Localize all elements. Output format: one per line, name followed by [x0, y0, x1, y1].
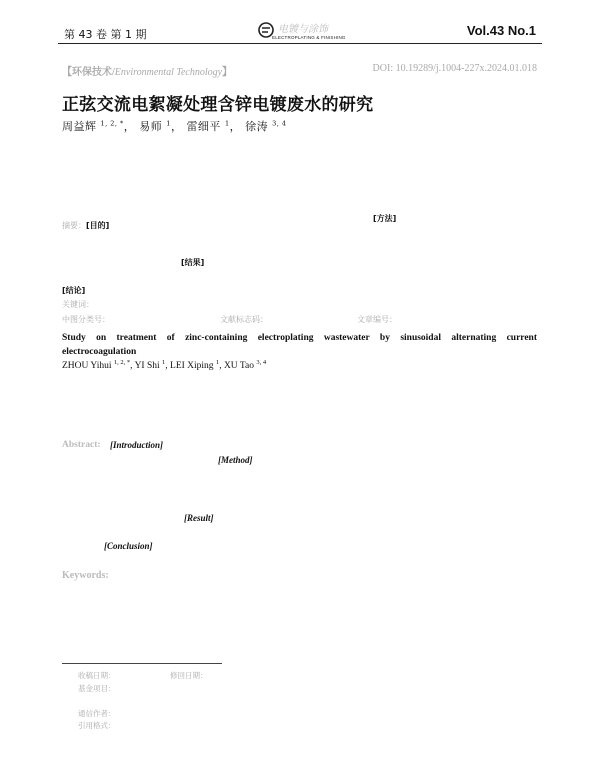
conclusion-tag: [结论]: [62, 286, 86, 295]
author-affiliation: 1: [224, 119, 230, 128]
author-separator: ,: [219, 361, 224, 371]
author-affiliation: 3, 4: [272, 119, 287, 128]
conclusion-tag-en: [Conclusion]: [104, 541, 153, 551]
citation-label: 引用格式：: [78, 721, 116, 730]
document-code-label: 文献标志码：: [220, 315, 268, 324]
corresponding-author-label: 通信作者：: [78, 709, 116, 718]
keywords-cn-label: 关键词：: [62, 300, 94, 309]
abstract-label-en: Abstract:: [62, 440, 101, 450]
author-affiliation: 1: [166, 119, 171, 128]
author-separator: ,: [130, 361, 135, 371]
revised-date-label: 修回日期：: [170, 671, 208, 680]
column-close: 】: [222, 67, 233, 78]
journal-logo: [258, 20, 348, 44]
purpose-tag: [目的]: [86, 221, 110, 230]
author-name: 雷细平: [186, 120, 221, 133]
classification-label: 中图分类号：: [62, 315, 110, 324]
author-separator: ，: [123, 120, 136, 133]
authors-en: [62, 358, 267, 371]
authors-cn: [62, 118, 286, 134]
author-name: 周益辉: [62, 120, 97, 133]
author-separator: ,: [165, 361, 171, 371]
author-name-en: ZHOU Yihui: [62, 361, 112, 371]
issue-number: 第 43 卷 第 1 期: [64, 28, 147, 41]
result-tag: [结果]: [181, 258, 205, 267]
author-separator: ，: [170, 120, 183, 133]
abstract-cn: [62, 213, 109, 232]
footnote-divider: [62, 663, 222, 664]
abstract-label-cn: 摘要：: [62, 221, 86, 230]
method-tag: [方法]: [373, 214, 397, 223]
author-name-en: XU Tao: [223, 361, 254, 371]
fund-label: 基金项目：: [78, 684, 116, 693]
column-category: [62, 63, 232, 78]
author-name-en: YI Shi: [134, 361, 160, 371]
volume-number: Vol.43 No.1: [466, 23, 536, 38]
author-affiliation: 1, 2, *: [113, 358, 131, 366]
paper-title-cn: 正弦交流电絮凝处理含锌电镀废水的研究: [62, 95, 374, 115]
header-divider: [58, 43, 542, 44]
author-affiliation: 1, 2, *: [100, 119, 124, 128]
column-cn: 【环保技术/: [62, 67, 115, 78]
keywords-en-label: Keywords:: [62, 570, 109, 581]
author-name: 易师: [139, 120, 163, 133]
column-en: Environmental Technology: [114, 67, 223, 78]
result-tag-en: [Result]: [184, 513, 214, 523]
author-affiliation: 1: [162, 358, 166, 366]
author-name-en: LEI Xiping: [170, 361, 214, 371]
journal-logo-en: ELECTROPLATING & FINISHING: [272, 35, 346, 40]
method-tag-en: [Method]: [218, 455, 253, 465]
author-affiliation: 3, 4: [256, 358, 267, 366]
author-affiliation: 1: [215, 358, 220, 366]
received-date-label: 收稿日期：: [78, 671, 116, 680]
author-separator: ，: [229, 120, 242, 133]
article-number-label: 文章编号：: [357, 315, 397, 324]
journal-logo-cn: 电镀与涂饰: [278, 24, 328, 35]
doi: DOI: 10.19289/j.1004-227x.2024.01.018: [372, 63, 537, 74]
introduction-tag: [Introduction]: [110, 440, 164, 450]
author-name: 徐涛: [245, 120, 269, 133]
paper-title-en: Study on treatment of zinc-containing electroplating wastewater by sinusoidal alternating current electrocoagulation: [62, 333, 537, 357]
